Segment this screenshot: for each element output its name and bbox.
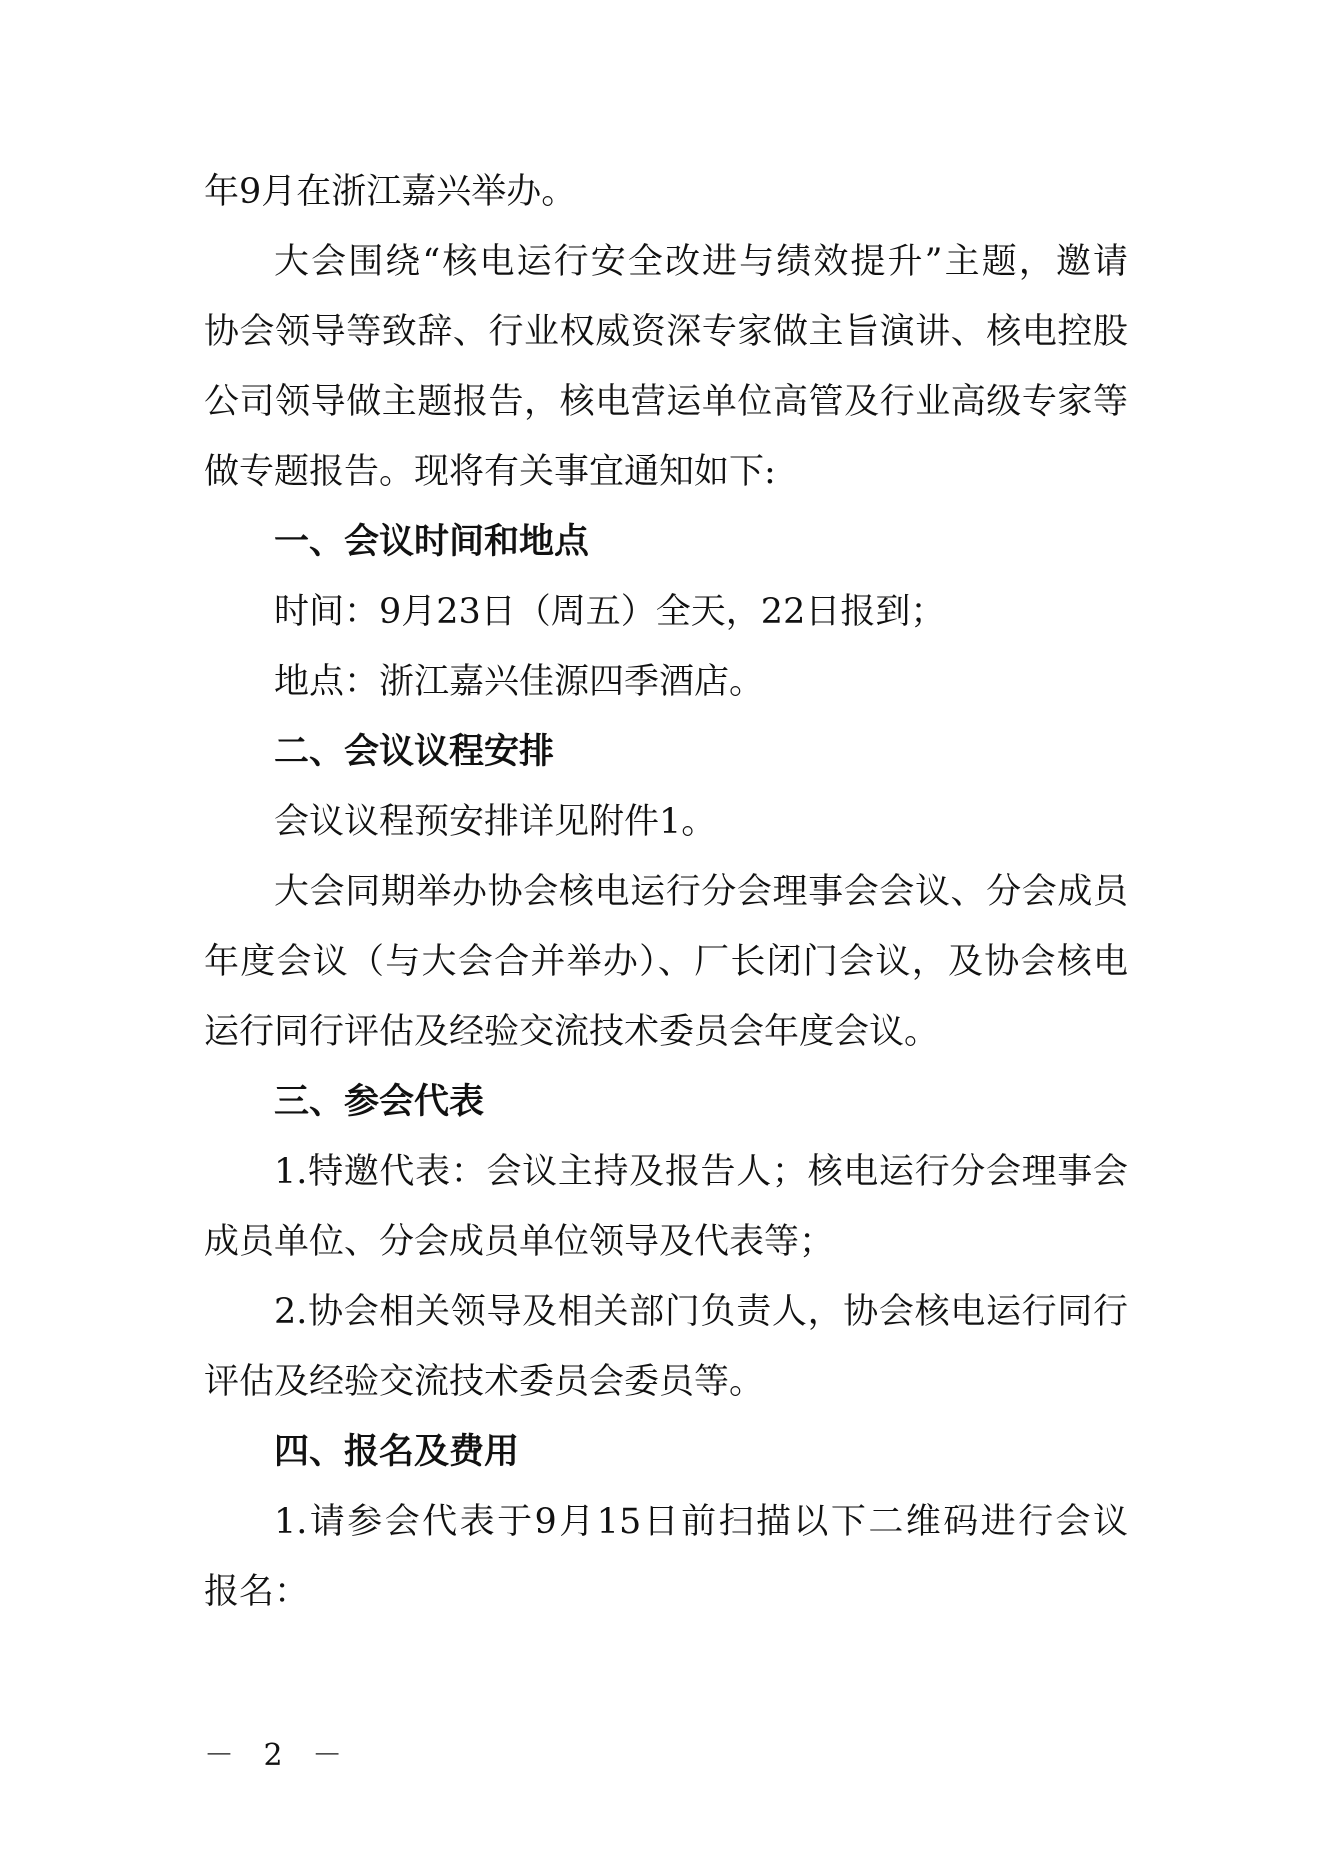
paragraph-line: 2.协会相关领导及相关部门负责人，协会核电运行同行 bbox=[274, 1292, 1128, 1332]
paragraph-line: 成员单位、分会成员单位领导及代表等； bbox=[204, 1222, 835, 1262]
paragraph-line: 大会围绕“核电运行安全改进与绩效提升”主题，邀请 bbox=[274, 242, 1128, 282]
paragraph-line: 报名： bbox=[204, 1572, 310, 1612]
paragraph-line: 会议议程预安排详见附件1。 bbox=[274, 802, 717, 842]
paragraph-line: 时间：9月23日（周五）全天，22日报到； bbox=[274, 592, 946, 632]
paragraph-line: 协会领导等致辞、行业权威资深专家做主旨演讲、核电控股 bbox=[204, 312, 1128, 352]
section-heading: 二、会议议程安排 bbox=[274, 732, 555, 772]
paragraph-line: 做专题报告。现将有关事宜通知如下: bbox=[204, 452, 776, 492]
paragraph-line: 地点：浙江嘉兴佳源四季酒店。 bbox=[274, 662, 765, 702]
page-number: － 2 － bbox=[204, 1738, 353, 1773]
paragraph-line: 1.特邀代表：会议主持及报告人；核电运行分会理事会 bbox=[274, 1152, 1128, 1192]
paragraph-line: 评估及经验交流技术委员会委员等。 bbox=[204, 1362, 765, 1402]
section-heading: 三、参会代表 bbox=[274, 1082, 485, 1122]
paragraph-line: 1.请参会代表于9月15日前扫描以下二维码进行会议 bbox=[274, 1502, 1128, 1542]
paragraph-line: 年9月在浙江嘉兴举办。 bbox=[204, 172, 577, 212]
paragraph-line: 大会同期举办协会核电运行分会理事会会议、分会成员 bbox=[274, 872, 1128, 912]
paragraph-line: 运行同行评估及经验交流技术委员会年度会议。 bbox=[204, 1012, 940, 1052]
section-heading: 四、报名及费用 bbox=[274, 1432, 520, 1472]
paragraph-line: 年度会议（与大会合并举办）、厂长闭门会议，及协会核电 bbox=[204, 942, 1128, 982]
paragraph-line: 公司领导做主题报告，核电营运单位高管及行业高级专家等 bbox=[204, 382, 1128, 422]
section-heading: 一、会议时间和地点 bbox=[274, 522, 590, 562]
document-body bbox=[204, 157, 1128, 1627]
